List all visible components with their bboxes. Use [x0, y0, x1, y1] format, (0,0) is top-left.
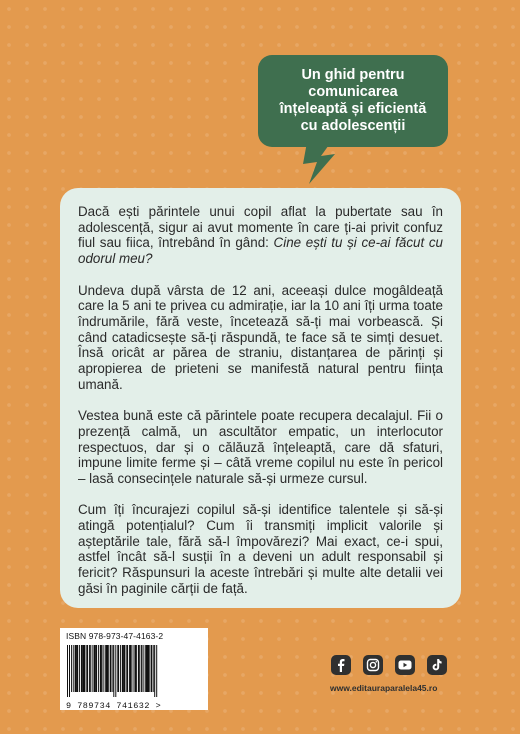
tagline-text: [280, 67, 427, 135]
speech-bubble-tail: [287, 142, 347, 184]
blurb-paragraph-4: Cum îți încurajezi copilul să-și identifice talentele și să-și atingă potențialul? Cum îi transmiți implicit valorile și așteptările tale, fără să-l împovărezi? Mai exact, ce-i spui, astfel încât să-l susții în a deveni un adult responsabil și fericit? Răspunsuri la aceste întrebări și multe alte detalii vei găsi în paginile cărții de față.: [78, 502, 443, 596]
barcode-bars: [66, 645, 202, 697]
tagline-line: cu adolescenții: [300, 118, 406, 134]
tagline-bubble: [258, 55, 448, 147]
blurb-paragraph-1: [78, 204, 443, 267]
social-icons: [331, 655, 447, 675]
instagram-icon[interactable]: [363, 655, 383, 675]
tagline-line: Un ghid pentru: [301, 67, 405, 83]
isbn-barcode: [60, 628, 208, 710]
blurb-paragraph-1-text: Dacă ești părintele unui copil aflat la pubertate sau în adolescență, sigur ai avut momente în care ți-ai privit confuz fiul sau fiica, întrebând în gând:: [78, 204, 443, 251]
tagline-line: comunicarea: [308, 84, 398, 100]
blurb-paragraph-2: Undeva după vârsta de 12 ani, aceeași dulce mogâldeață care la 5 ani te privea cu admirație, iar la 10 ani îți urma toate îndrumările, fără veste, încetează să-ți mai vorbească. Și când catadicsește să-ți răspundă, te face să te simți desuet. Însă oricât ar părea de straniu, distanțarea de părinți și apropierea de prieteni se manifestă natural pentru ființa umană.: [78, 282, 443, 392]
barcode-digits: 9 789734 741632 >: [66, 701, 162, 711]
facebook-icon[interactable]: [331, 655, 351, 675]
blurb-question: Cine ești tu și ce-ai făcut cu odorul meu?: [78, 235, 443, 267]
youtube-icon[interactable]: [395, 655, 415, 675]
blurb-panel: [60, 188, 461, 608]
publisher-website[interactable]: www.editauraparalela45.ro: [330, 683, 438, 693]
blurb-paragraph-3: Vestea bună este că părintele poate recupera decalajul. Fii o prezență calmă, un ascultător empatic, un interlocutor respectuos, dar și o călăuză înțeleaptă, care dă sfaturi, impune limite ferme și – câtă vreme copilul nu este în pericol – lasă consecințele naturale să-și urmeze cursul.: [78, 408, 443, 486]
tiktok-icon[interactable]: [427, 655, 447, 675]
isbn-number: ISBN 978-973-47-4163-2: [66, 631, 164, 641]
tagline-line: înțeleaptă și eficientă: [279, 101, 427, 117]
